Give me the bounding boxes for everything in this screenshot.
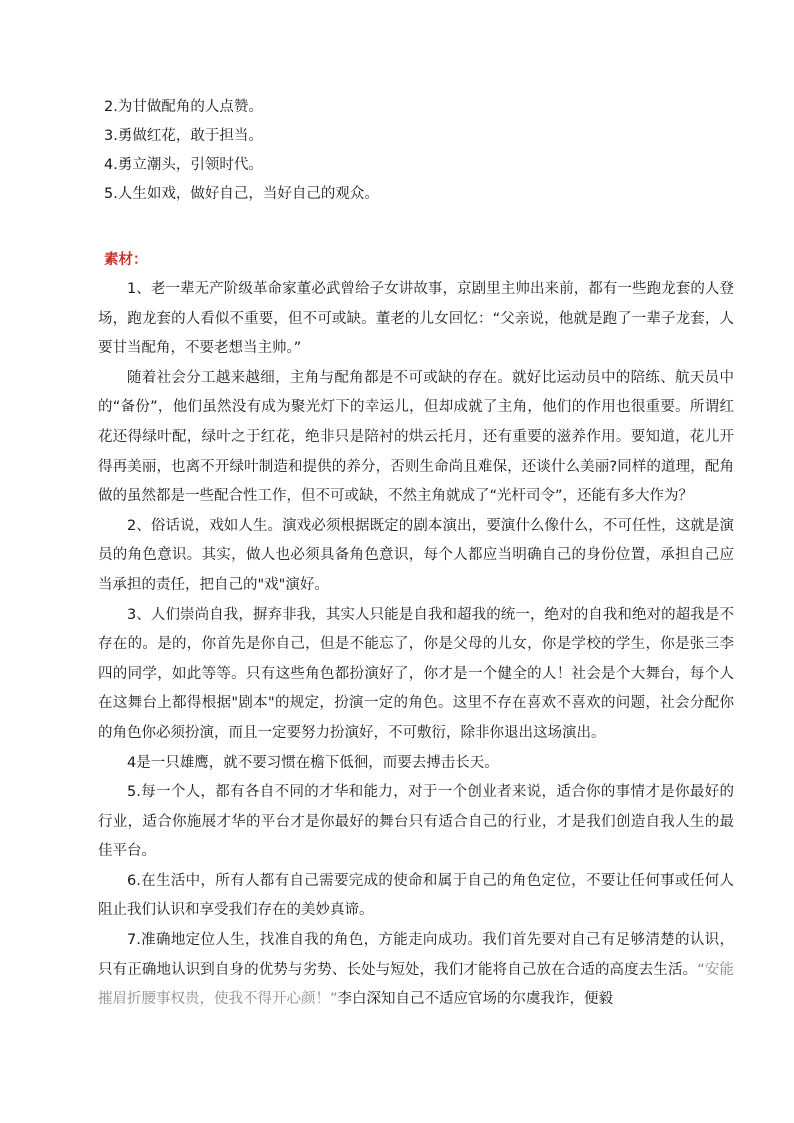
paragraph-text: 7.准确地定位人生，找准自我的角色，方能走向成功。我们首先要对自己有足够清楚的认识，只有正确地认识到自身的优势与劣势、长处与短处，我们才能将自己放在合适的高度去生活。 [98,932,734,978]
paragraph: 6.在生活中，所有人都有自己需要完成的使命和属于自己的角色定位，不要让任何事或任何人阻止我们认识和享受我们存在的美妙真谛。 [98,872,734,919]
paragraph-text: 李白深知自己不适应官场的尔虞我诈，便毅 [337,991,614,1008]
paragraph: 3、人们崇尚自我，摒弃非我，其实人只能是自我和超我的统一，绝对的自我和绝对的超我是不存在的。是的，你首先是你自己，但是不能忘了，你是父母的儿女，你是学校的学生，你是张三李四的同学，如此等等。只有这些角色都扮演好了，你才是一个健全的人！社会是个大舞台，每个人在这舞台上都得根据"剧本"的规定，扮演一定的角色。这里不存在喜欢不喜欢的问题，社会分配你的角色你必须扮演，而且一定要努力扮演好，不可敷衍，除非你退出这场演出。 [98,606,734,741]
list-item: 4.勇立潮头，引领时代。 [104,157,263,173]
list-item: 3.勇做红花，敢于担当。 [104,128,263,144]
paragraph: 5.每一个人，都有各自不同的才华和能力，对于一个创业者来说，适合你的事情才是你最好的行业，适合你施展才华的平台才是你最好的舞台只有适合自己的行业，才是我们创造自我人生的最佳平台。 [98,784,734,860]
paragraph: 2、俗话说，戏如人生。演戏必须根据既定的剧本演出，要演什么像什么，不可任性，这就是演员的角色意识。其实，做人也必须具备角色意识，每个人都应当明确自己的身份位置，承担自己应当承担的责任，把自己的"戏"演好。 [98,517,734,593]
paragraph-last [98,926,734,1015]
paragraph: 4是一只雄鹰，就不要习惯在檐下低徊，而要去搏击长天。 [127,754,499,771]
topic-list [98,93,734,209]
poem-quote: “安能摧眉折腰事权贵，使我不得开心颜！” [98,961,734,1008]
paragraph: 随着社会分工越来越细，主角与配角都是不可或缺的存在。就好比运动员中的陪练、航天员中的“备份”，他们虽然没有成为聚光灯下的幸运儿，但却成就了主角，他们的作用也很重要。所谓红花还得绿叶配，绿叶之于红花，绝非只是陪衬的烘云托月，还有重要的滋养作用。要知道，花儿开得再美丽，也离不开绿叶制造和提供的养分，否则生命尚且难保，还谈什么美丽?同样的道理，配角做的虽然都是一些配合性工作，但不可或缺，不然主角就成了“光杆司令”，还能有多大作为？ [98,369,734,505]
paragraph: 1、老一辈无产阶级革命家董必武曾给子女讲故事，京剧里主帅出来前，都有一些跑龙套的人登场，跑龙套的人看似不重要，但不可或缺。董老的儿女回忆：“父亲说，他就是跑了一辈子龙套，人要甘当配角，不要老想当主帅。” [98,281,734,357]
list-item: 5.人生如戏，做好自己，当好自己的观众。 [104,186,379,202]
section-title: 素材： [104,252,148,268]
spacer [98,209,734,246]
material-body [98,275,734,1015]
list-item: 2.为甘做配角的人点赞。 [104,99,263,115]
